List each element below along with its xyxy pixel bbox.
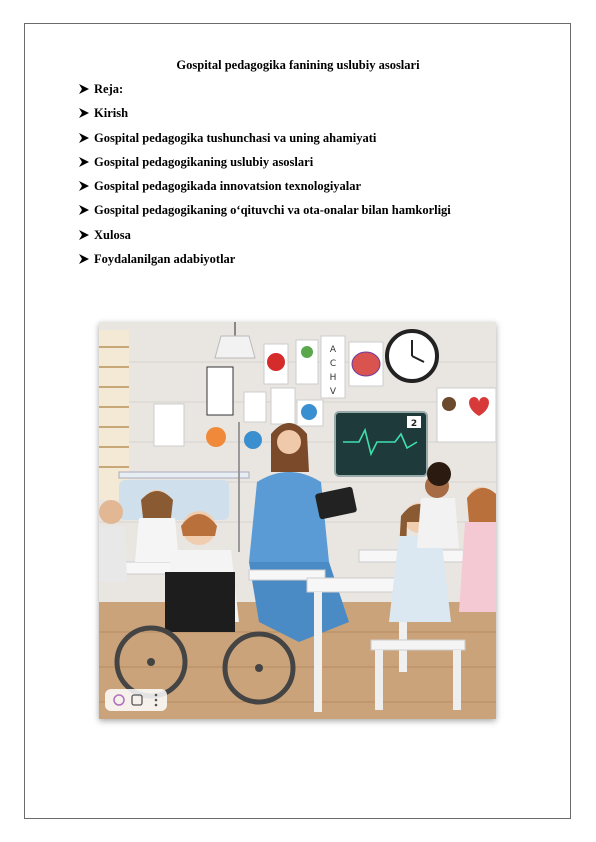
illustration-canvas [99, 322, 496, 719]
plant-icon [301, 346, 313, 358]
outline-item-label: Reja: [94, 82, 124, 96]
arrow-right-icon [78, 108, 89, 118]
arrow-right-icon [78, 205, 89, 215]
arrow-right-icon [78, 157, 89, 167]
globe-icon [244, 431, 262, 449]
heart-poster [437, 388, 496, 442]
child-dress [459, 522, 496, 612]
more-options-icon[interactable] [155, 694, 158, 707]
outline-item-label: Gospital pedagogikaning o‘qituvchi va ota-onalar bilan hamkorligi [94, 203, 451, 218]
tree-icon [442, 397, 456, 411]
arrow-right-icon [78, 133, 89, 143]
sun-drawing-icon [206, 427, 226, 447]
arrow-right-icon [78, 254, 89, 264]
outline-item [78, 250, 451, 274]
stool-leg [453, 650, 461, 710]
outline-item [78, 129, 451, 153]
teacher-face [277, 430, 301, 454]
poster-letter: V [329, 387, 337, 397]
document-title: Gospital pedagogika fanining uslubiy asoslari [176, 58, 420, 72]
outline-item [78, 80, 451, 104]
drawing-poster [271, 388, 295, 424]
wheelchair-back [165, 572, 235, 632]
outline-item-label: Foydalanilgan adabiyotlar [94, 252, 236, 267]
outline-list [78, 80, 451, 274]
hospital-bed [119, 480, 229, 520]
bird-icon [301, 404, 317, 420]
monitor-badge-label: 2 [410, 419, 418, 429]
apple-icon [267, 353, 285, 371]
outline-item [78, 104, 451, 128]
poster-letter: H [329, 373, 337, 383]
wheel-hub [147, 658, 155, 666]
bed-rail [119, 472, 249, 478]
stool [371, 640, 465, 650]
child-shirt [99, 526, 127, 582]
poster [207, 367, 233, 415]
poster-letter: A [329, 345, 337, 355]
arrow-right-icon [78, 84, 89, 94]
outline-item-label: Gospital pedagogika tushunchasi va uning ahamiyati [94, 130, 377, 145]
outline-item-label: Kirish [94, 106, 129, 121]
brain-icon [352, 352, 380, 376]
child-shirt [417, 498, 459, 548]
arrow-right-icon [78, 181, 89, 191]
lamp-icon [215, 336, 255, 358]
child-dress [389, 536, 451, 622]
teacher-scrubs [249, 472, 329, 562]
arrow-right-icon [78, 230, 89, 240]
drawing-poster [244, 392, 266, 422]
stool-leg [375, 650, 383, 710]
outline-item-label: Gospital pedagogikada innovatsion texnologiyalar [94, 179, 362, 194]
wheel-hub [255, 664, 263, 672]
desk-leg [314, 592, 322, 712]
outline-item [78, 201, 451, 225]
outline-item [78, 226, 451, 250]
outline-item [78, 177, 451, 201]
poster-letter: C [329, 359, 337, 369]
outline-item-label: Xulosa [94, 227, 131, 242]
child-head [99, 500, 123, 524]
drawing-poster [154, 404, 184, 446]
hospital-classroom-illustration [99, 322, 496, 719]
outline-item [78, 153, 451, 177]
child-hair [427, 462, 451, 486]
outline-item-label: Gospital pedagogikaning uslubiy asoslari [94, 154, 314, 169]
